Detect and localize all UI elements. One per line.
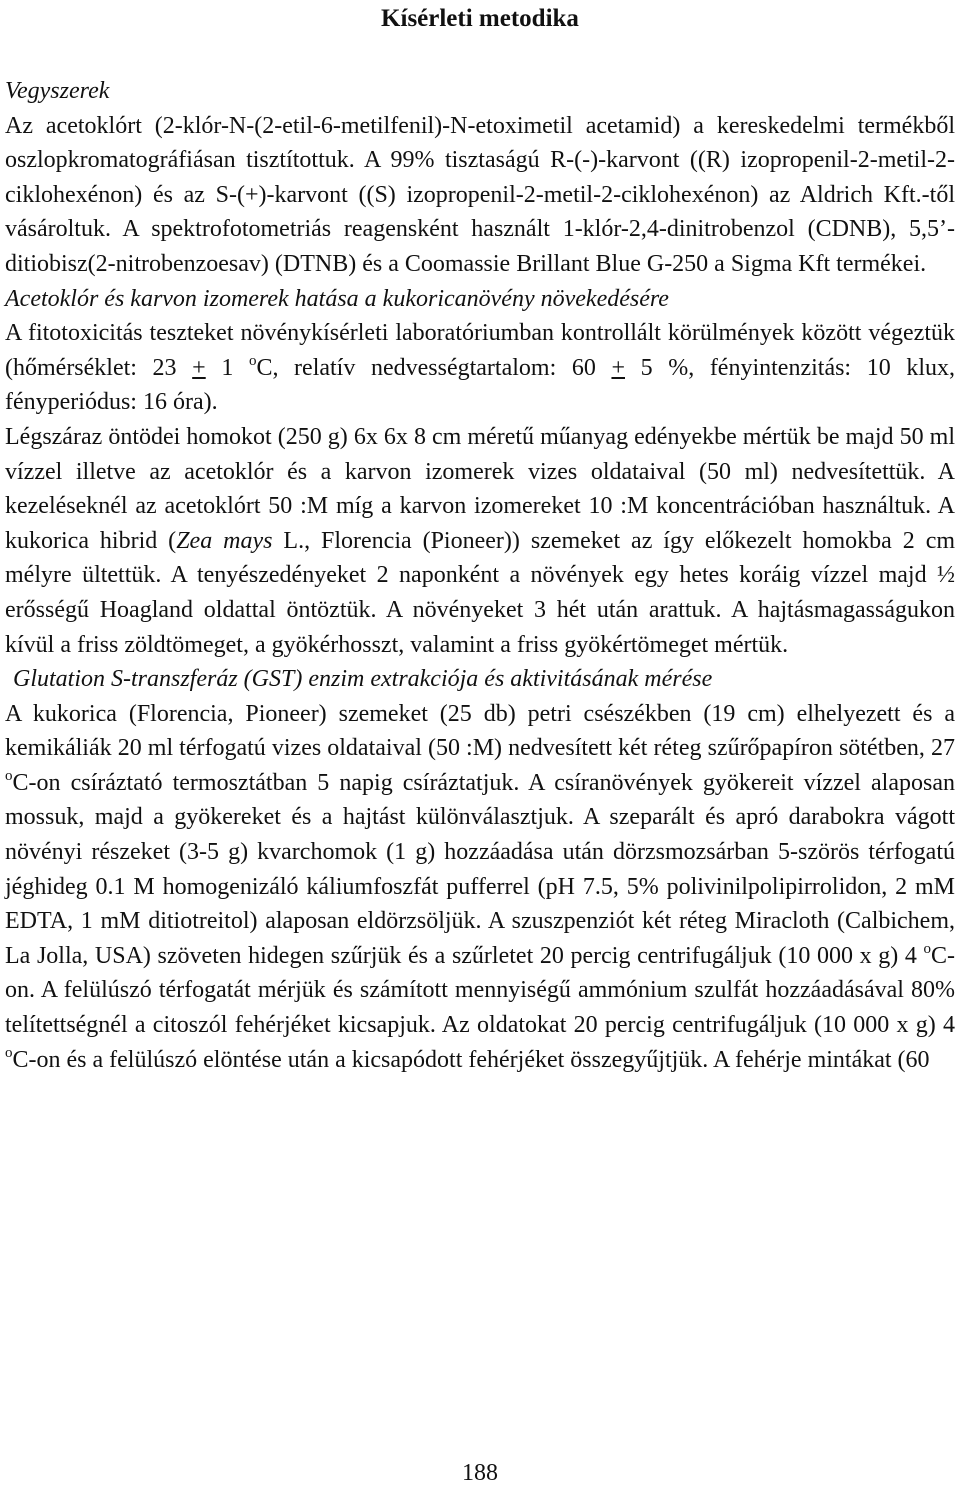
paragraph-gst (5, 697, 955, 1078)
degree-superscript: o (923, 940, 931, 957)
text-run: Légszáraz öntödei homokot (250 g) 6x 6x 8 cm méretű műanyag edényekbe mértük be majd 50 ml vízzel illetve az acetoklór és a karvon izomerek vizes oldataival (50 ml) nedvesítettük. A kezeléseknél az acetoklórt 50 :M míg a karvon izomereket 10 :M koncentrációban használtuk. A kukorica hibrid ( (5, 423, 955, 554)
text-run: 1 (205, 354, 249, 381)
page-number: 188 (462, 1460, 498, 1486)
text-run: A kukorica (Florencia, Pioneer) szemeket (25 db) petri csészékben (19 cm) elhelyezett és a kemikáliák 20 ml térfogatú vizes oldataival (50 :M) nedvesített két réteg szűrőpapíron sötétben, 27 (5, 700, 955, 762)
title-spacer (5, 35, 955, 74)
degree-superscript: o (248, 352, 257, 369)
degree-superscript: o (5, 1044, 13, 1061)
paragraph-growth-conditions (5, 316, 955, 420)
text-run: C, relatív nedvességtartalom: 60 (256, 354, 612, 381)
page-title: Kísérleti metodika (381, 5, 579, 32)
plus-minus-sign: + (192, 354, 206, 381)
section-heading-reagents: Vegyszerek (5, 78, 110, 104)
paragraph-growth-method (5, 420, 955, 662)
text-run: C-on és a felülúszó elöntése után a kicsapódott fehérjéket összegyűjtjük. A fehérje mintákat (60 (12, 1046, 930, 1073)
document-page (5, 0, 955, 1077)
text-run: C-on csíráztató termosztátban 5 napig csíráztatjuk. A csíranövények gyökereit vízzel alaposan mossuk, majd a gyökereket és a hajtást különválasztjuk. A szeparált és apró darabokra vágott növényi részeket (3-5 g) kvarchomok (1 g) hozzáadása után dörzsmozsárban 5-szörös térfogatú jéghideg 0.1 M homogenizáló káliumfoszfát pufferrel (pH 7.5, 5% polivinilpolipirrolidon, 2 mM EDTA, 1 mM ditiotreitol) alaposan eldörzsöljük. A szuszpenziót két réteg Miracloth (Calbichem, La Jolla, USA) szöveten hidegen szűrjük és a szűrletet 20 percig centrifugáljuk (10 000 x g) 4 (5, 769, 955, 969)
degree-superscript: o (5, 767, 13, 784)
species-name: Zea mays (176, 527, 273, 554)
plus-minus-sign: + (611, 354, 625, 381)
text-run: L., Florencia (Pioneer)) szemeket az így előkezelt homokba 2 cm mélyre ültettük. A tenyészedényeket 2 naponként a növények egy hetes koráig vízzel majd ½ erősségű Hoagland oldattal öntöztük. A növényeket 3 hét után arattuk. A hajtásmagasságukon kívül a friss zöldtömeget, a gyökérhosszt, valamint a friss gyökértömeget mértük. (5, 527, 956, 658)
text-run: 5 %, fényintenzitás: 10 klux, fényperiódus: 16 óra). (5, 354, 955, 416)
section-heading-growth: Acetoklór és karvon izomerek hatása a kukoricanövény növekedésére (5, 285, 669, 312)
paragraph-reagents: Az acetoklórt (2-klór-N-(2-etil-6-metilfenil)-N-etoximetil acetamid) a kereskedelmi termékből oszlopkromatográfiásan tisztítottuk. A 99% tisztaságú R-(-)-karvont ((R) izopropenil-2-metil-2-ciklohexénon) és az S-(+)-karvont ((S) izopropenil-2-metil-2-ciklohexénon) az Aldrich Kft.-től vásároltuk. A spektrofotometriás reagensként használt 1-klór-2,4-dinitrobenzol (CDNB), 5,5’-ditiobisz(2-nitrobenzoesav) (DTNB) és a Coomassie Brillant Blue G-250 a Sigma Kft termékei. (5, 112, 955, 277)
text-run: C-on. A felülúszó térfogatát mérjük és számított mennyiségű ammónium szulfát hozzáadásával 80% telítettségnél a citoszól fehérjéket kicsapjuk. Az oldatokat 20 percig centrifugáljuk (10 000 x g) 4 (5, 942, 955, 1039)
section-heading-gst: Glutation S-transzferáz (GST) enzim extrakciója és aktivitásának mérése (13, 666, 713, 693)
text-run: A fitotoxicitás teszteket növénykísérleti laboratóriumban kontrollált körülmények között végeztük (hőmérséklet: 23 (5, 320, 955, 381)
